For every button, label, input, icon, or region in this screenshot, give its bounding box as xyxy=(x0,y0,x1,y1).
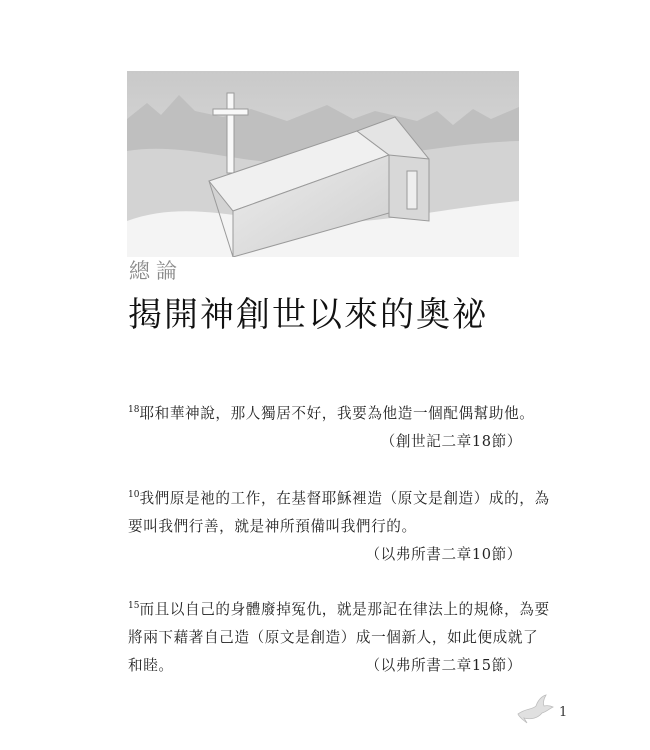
verse-block xyxy=(128,396,535,456)
verse-reference: （以弗所書二章10節） xyxy=(365,546,522,563)
section-label: 總論 xyxy=(129,259,183,283)
chapter-title: 揭開神創世以來的奧祕 xyxy=(128,295,488,335)
verse-line: 要叫我們行善，就是神所預備叫我們行的。 xyxy=(128,518,417,535)
verse-number: 18 xyxy=(128,405,140,415)
verse-reference: （以弗所書二章15節） xyxy=(365,657,522,674)
verse-line: 和睦。 （以弗所書二章15節） xyxy=(128,652,528,680)
verse-number: 10 xyxy=(128,490,140,500)
verse-number: 15 xyxy=(128,601,140,611)
church-illustration xyxy=(127,71,519,257)
verse-block xyxy=(128,592,550,680)
verse-line: 將兩下藉著自己造（原文是創造）成一個新人，如此便成就了 xyxy=(128,629,539,646)
verse-reference: （創世記二章18節） xyxy=(380,433,522,450)
verse-line: $^{15}$而且以自己的身體廢掉冤仇，就是那記在律法上的規條，為要 xyxy=(128,601,550,618)
verse-line: $^{18}$耶和華神說，那人獨居不好，我要為他造一個配偶幫助他。 xyxy=(128,405,535,422)
verse-line: $^{10}$我們原是祂的工作，在基督耶穌裡造（原文是創造）成的，為 xyxy=(128,490,550,507)
page-number: 1 xyxy=(559,705,568,720)
dove-icon xyxy=(516,694,554,724)
verse-block xyxy=(128,481,550,569)
